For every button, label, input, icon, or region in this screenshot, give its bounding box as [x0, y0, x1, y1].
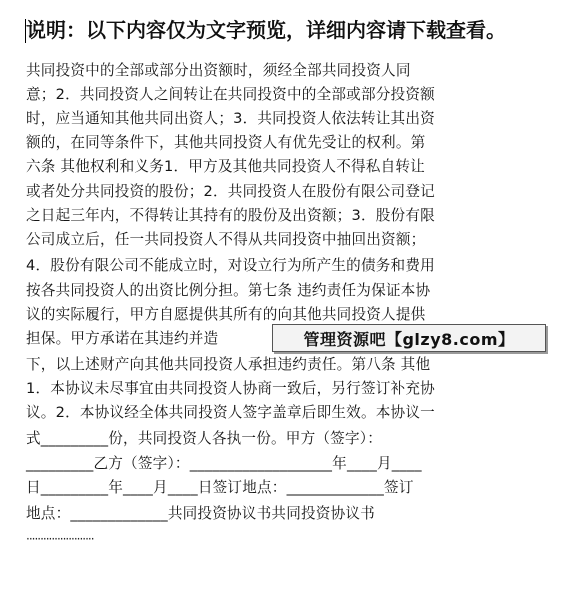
body-line: 担保。甲方承诺在其违约并造 — [26, 330, 219, 347]
body-line: 按各共同投资人的出资比例分担。第七条 违约责任为保证本协 — [26, 282, 431, 299]
body-line: 时，应当通知其他共同出资人；3．共同投资人依法转让其出资 — [26, 110, 435, 127]
body-line: 式_________份，共同投资人各执一份。甲方（签字）： — [26, 430, 383, 447]
body-line: 4．股份有限公司不能成立时，对设立行为所产生的债务和费用 — [26, 257, 435, 274]
body-line: _________乙方（签字）：___________________年____月____ — [26, 455, 422, 472]
preview-notice: 说明：以下内容仅为文字预览，详细内容请下载查看。 — [26, 18, 506, 42]
body-line: 意；2．共同投资人之间转让在共同投资中的全部或部分投资额 — [26, 86, 435, 103]
body-line: 议的实际履行，甲方自愿提供其所有的向其他共同投资人提供 — [26, 306, 426, 323]
watermark-banner — [272, 324, 546, 352]
trailing-dots: ························ — [26, 532, 94, 546]
body-line: 六条 其他权利和义务1．甲方及其他共同投资人不得私自转让 — [26, 158, 425, 175]
body-line: 公司成立后，任一共同投资人不得从共同投资中抽回出资额； — [26, 231, 426, 248]
body-line: 地点：_____________共同投资协议书共同投资协议书 — [26, 505, 375, 522]
body-line: 额的，在同等条件下，其他共同投资人有优先受让的权利。第 — [26, 134, 426, 151]
watermark-text: 管理资源吧【glzy8.com】 — [303, 329, 515, 349]
body-line: 1．本协议未尽事宜由共同投资人协商一致后，另行签订补充协 — [26, 380, 435, 397]
body-line: 共同投资中的全部或部分出资额时，须经全部共同投资人同 — [26, 62, 411, 79]
body-line: 下，以上述财产向其他共同投资人承担违约责任。第八条 其他 — [26, 356, 431, 373]
body-line: 或者处分共同投资的股份；2．共同投资人在股份有限公司登记 — [26, 183, 435, 200]
body-line: 议。2．本协议经全体共同投资人签字盖章后即生效。本协议一 — [26, 404, 435, 421]
body-line: 之日起三年内，不得转让其持有的股份及出资额；3．股份有限 — [26, 207, 435, 224]
body-line: 日_________年____月____日签订地点：_____________签订 — [26, 479, 414, 496]
